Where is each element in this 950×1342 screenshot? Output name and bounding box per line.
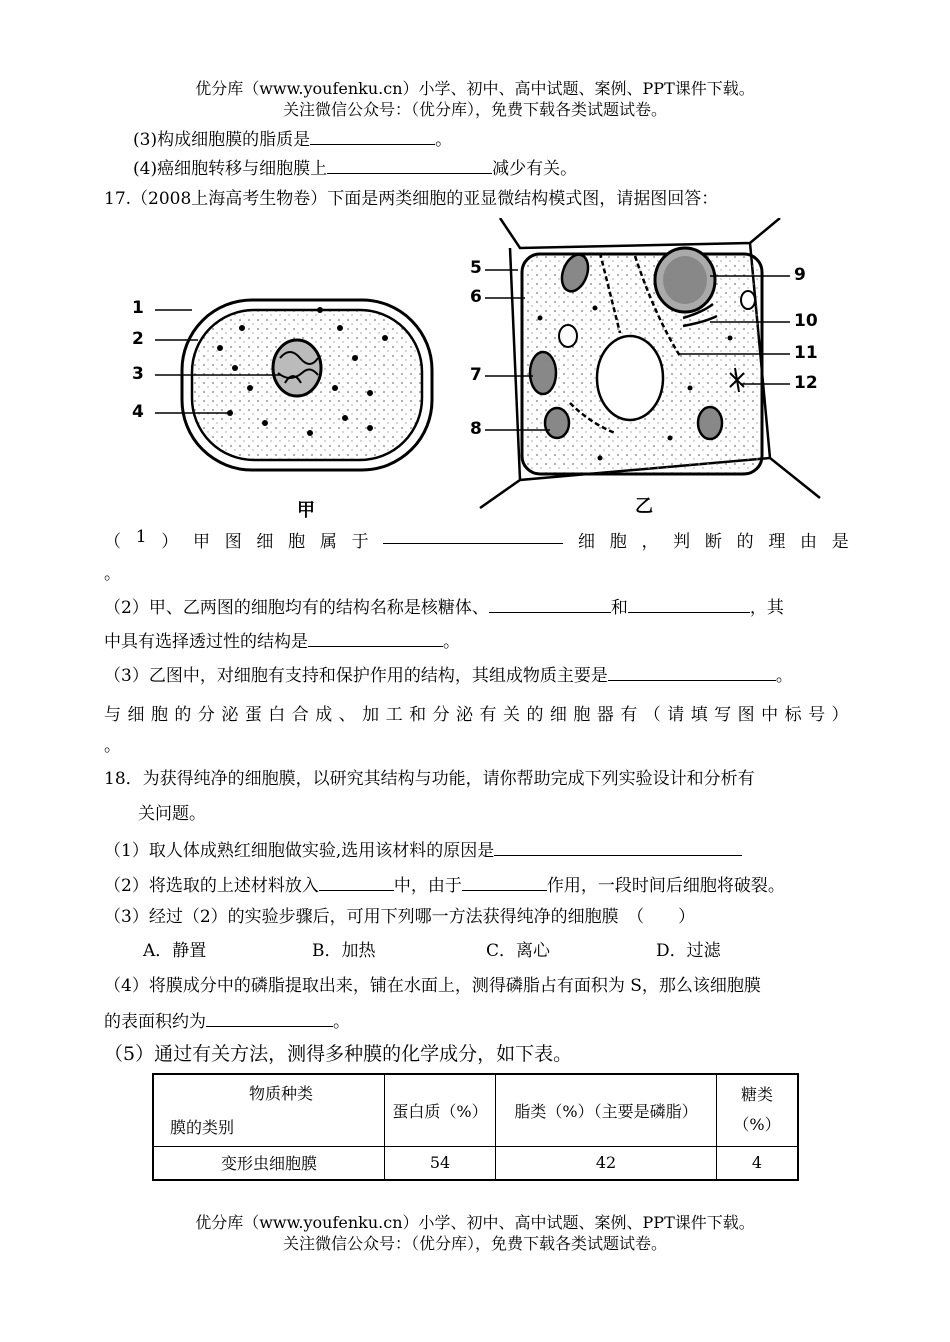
page-footer bbox=[0, 1212, 950, 1254]
caption-yi: 乙 bbox=[635, 496, 653, 517]
header-line-2: 关注微信公众号：（优分库），免费下载各类试题试卷。 bbox=[282, 100, 667, 119]
answer-blank[interactable] bbox=[608, 664, 776, 681]
q18-title-line2: 关问题。 bbox=[138, 804, 206, 824]
q18-p4-line2: 的表面积约为 。 bbox=[104, 1012, 350, 1032]
caption-jia: 甲 bbox=[297, 500, 315, 521]
q17-p2-line1: （2）甲、乙两图的细胞均有的结构名称是核糖体、 和 ，其 bbox=[104, 598, 784, 618]
q17-p2-line2: 中具有选择透过性的结构是 。 bbox=[104, 632, 460, 652]
q17-p1: （ 1 ） 甲 图 细 胞 属 于 细 胞 ， 判 断 的 理 由 是 bbox=[104, 527, 849, 552]
cell-yi bbox=[480, 218, 820, 508]
figure-label: 2 bbox=[132, 329, 144, 349]
col-header-sugar: 糖类 （%） bbox=[717, 1074, 799, 1146]
answer-blank[interactable] bbox=[383, 527, 563, 544]
q18-option-b[interactable]: B．加热 bbox=[312, 941, 376, 961]
q17-title: 17.（2008上海高考生物卷）下面是两类细胞的亚显微结构模式图，请据图回答： bbox=[104, 189, 719, 209]
q18-title-line1: 18．为获得纯净的细胞膜，以研究其结构与功能，请你帮助完成下列实验设计和分析有 bbox=[104, 769, 755, 789]
figure-label: 3 bbox=[132, 364, 144, 384]
answer-blank[interactable] bbox=[327, 157, 492, 174]
figure-label: 8 bbox=[470, 419, 482, 439]
footer-line-1: 优分库（www.youfenku.cn）小学、初中、高中试题、案例、PPT课件下载。 bbox=[195, 1213, 755, 1232]
figure-label: 7 bbox=[470, 365, 482, 385]
q18-option-d[interactable]: D．过滤 bbox=[656, 941, 721, 961]
table-row bbox=[153, 1146, 798, 1180]
q18-p3: （3）经过（2）的实验步骤后，可用下列哪一方法获得纯净的细胞膜 （ ） bbox=[104, 907, 696, 927]
figure-label: 5 bbox=[470, 258, 482, 278]
q17-p1-end: 。 bbox=[104, 564, 121, 584]
row-name: 变形虫细胞膜 bbox=[153, 1146, 385, 1180]
figure-label: 10 bbox=[794, 311, 818, 331]
q18-p2: （2）将选取的上述材料放入 中，由于 作用，一段时间后细胞将破裂。 bbox=[104, 876, 785, 896]
answer-blank[interactable] bbox=[628, 596, 750, 613]
figure-label: 6 bbox=[470, 287, 482, 307]
q16-part3: (3)构成细胞膜的脂质是 。 bbox=[133, 130, 453, 150]
q18-option-a[interactable]: A．静置 bbox=[143, 941, 207, 961]
answer-blank[interactable] bbox=[489, 596, 611, 613]
q16-part4: (4)癌细胞转移与细胞膜上 减少有关。 bbox=[133, 159, 578, 179]
row-protein: 54 bbox=[385, 1146, 496, 1180]
answer-blank[interactable] bbox=[319, 874, 394, 891]
figure-label: 12 bbox=[794, 373, 818, 393]
answer-blank[interactable] bbox=[494, 839, 742, 856]
table-corner-cell: 物质种类 膜的类别 bbox=[153, 1074, 385, 1146]
col-header-lipid: 脂类（%）（主要是磷脂） bbox=[496, 1074, 717, 1146]
answer-blank[interactable] bbox=[206, 1010, 333, 1027]
footer-line-2: 关注微信公众号：（优分库），免费下载各类试题试卷。 bbox=[282, 1234, 667, 1253]
figure-label: 4 bbox=[132, 402, 144, 422]
row-sugar: 4 bbox=[717, 1146, 799, 1180]
q17-p3-line2: 与 细 胞 的 分 泌 蛋 白 合 成 、 加 工 和 分 泌 有 关 的 细 胞 器 有 （ 请 填 写 图 中 标 号 ） bbox=[104, 705, 849, 725]
cell-diagram-figure bbox=[130, 218, 830, 521]
figure-label: 1 bbox=[132, 298, 144, 318]
q18-p5: （5）通过有关方法，测得多种膜的化学成分，如下表。 bbox=[104, 1043, 573, 1065]
q17-p3-line1: （3）乙图中，对细胞有支持和保护作用的结构，其组成物质主要是 。 bbox=[104, 666, 793, 686]
figure-label: 11 bbox=[794, 343, 818, 363]
row-lipid: 42 bbox=[496, 1146, 717, 1180]
cell-jia bbox=[155, 300, 432, 470]
col-header-protein: 蛋白质（%） bbox=[385, 1074, 496, 1146]
answer-blank[interactable] bbox=[310, 128, 435, 145]
header-line-1: 优分库（www.youfenku.cn）小学、初中、高中试题、案例、PPT课件下载。 bbox=[195, 79, 755, 98]
q17-p3-end: 。 bbox=[104, 736, 121, 756]
q18-p4-line1: （4）将膜成分中的磷脂提取出来，铺在水面上，测得磷脂占有面积为 S，那么该细胞膜 bbox=[104, 976, 761, 996]
figure-label: 9 bbox=[794, 265, 806, 285]
q18-option-c[interactable]: C．离心 bbox=[486, 941, 551, 961]
page-header bbox=[0, 78, 950, 120]
q18-p1: （1）取人体成熟红细胞做实验,选用该材料的原因是 bbox=[104, 839, 742, 862]
membrane-composition-table bbox=[152, 1073, 799, 1181]
answer-blank[interactable] bbox=[308, 630, 443, 647]
answer-blank[interactable] bbox=[462, 874, 547, 891]
